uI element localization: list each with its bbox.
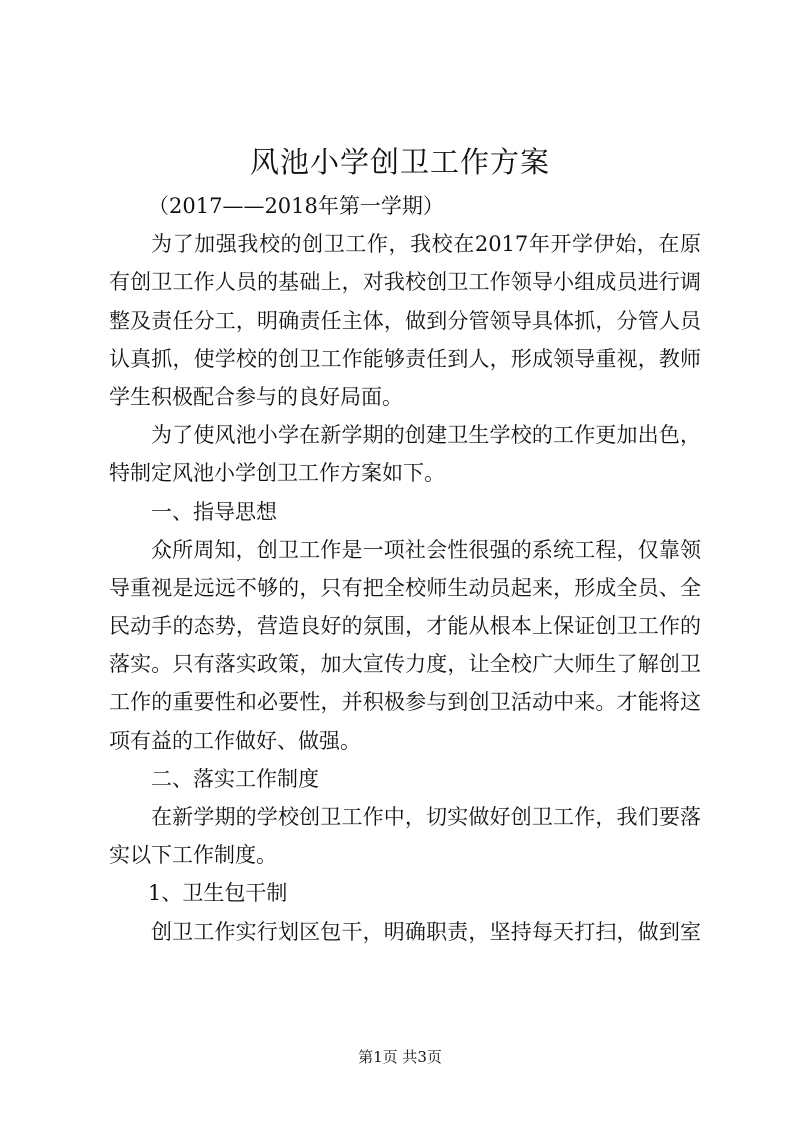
page-number: 第1页 共3页: [358, 1048, 442, 1066]
paragraph-line: 有创卫工作人员的基础上，对我校创卫工作领导小组成员进行调: [109, 270, 701, 295]
subsection-heading: 1、卫生包干制: [148, 881, 288, 906]
paragraph-line: 众所周知，创卫工作是一项社会性很强的系统工程，仅靠领: [151, 537, 701, 562]
section-heading: 一、指导思想: [151, 499, 277, 524]
paragraph-line: 创卫工作实行划区包干，明确职责，坚持每天打扫，做到室: [151, 919, 701, 944]
section-heading: 二、落实工作制度: [151, 766, 319, 791]
paragraph-line: 为了使风池小学在新学期的创建卫生学校的工作更加出色，: [151, 423, 701, 448]
document-body: [109, 187, 701, 951]
paragraph-line: 落实。只有落实政策，加大宣传力度，让全校广大师生了解创卫: [109, 652, 701, 677]
paragraph-line: 实以下工作制度。: [109, 843, 277, 868]
paragraph-line: 在新学期的学校创卫工作中，切实做好创卫工作，我们要落: [151, 805, 701, 829]
paragraph-line: 学生积极配合参与的良好局面。: [109, 384, 403, 409]
semester-subtitle: （2017——2018年第一学期）: [148, 194, 444, 218]
paragraph-line: 工作的重要性和必要性，并积极参与到创卫活动中来。才能将这: [109, 690, 701, 715]
paragraph-line: 项有益的工作做好、做强。: [109, 728, 361, 753]
paragraph-line: 认真抓，使学校的创卫工作能够责任到人，形成领导重视，教师: [109, 346, 701, 371]
paragraph-line: 为了加强我校的创卫工作，我校在2017年开学伊始，在原: [151, 232, 701, 257]
paragraph-line: 民动手的态势，营造良好的氛围，才能从根本上保证创卫工作的: [109, 614, 701, 639]
paragraph-line: 整及责任分工，明确责任主体，做到分管领导具体抓，分管人员: [109, 308, 701, 333]
paragraph-line: 特制定风池小学创卫工作方案如下。: [109, 461, 445, 486]
paragraph-line: 导重视是远远不够的，只有把全校师生动员起来，形成全员、全: [109, 575, 701, 600]
document-title: 风池小学创卫工作方案: [249, 145, 550, 179]
